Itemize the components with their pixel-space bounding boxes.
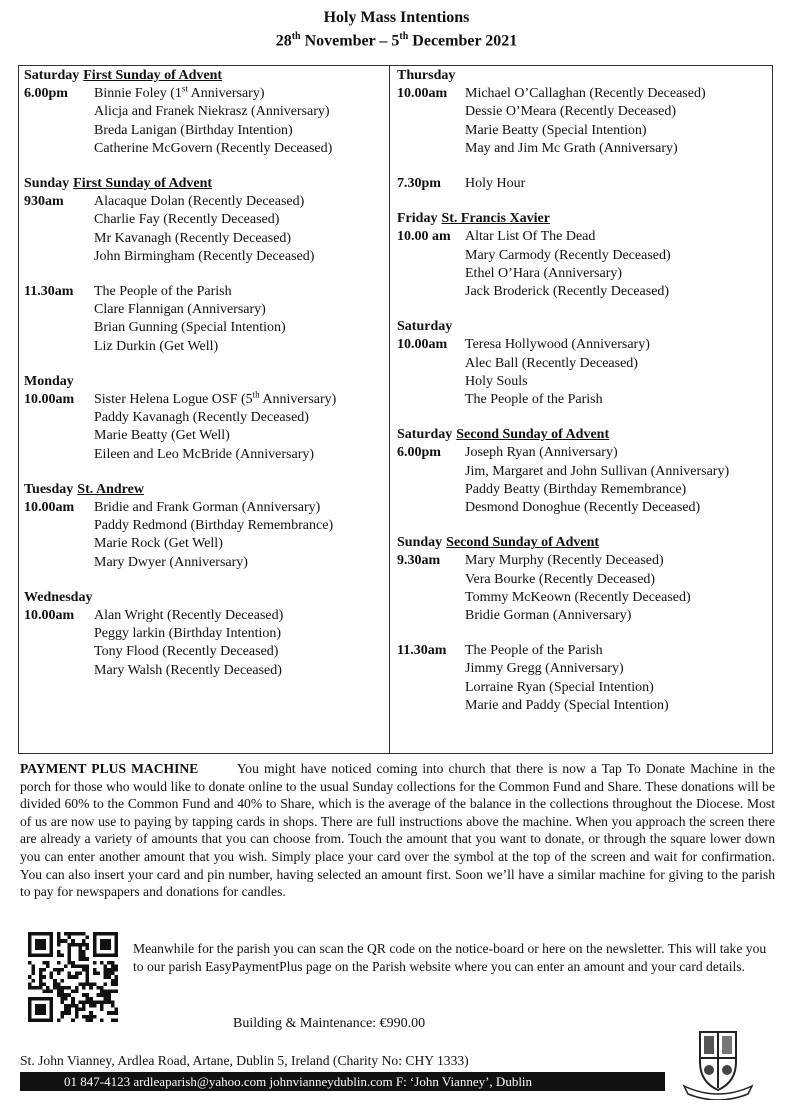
mass-time-row [397, 228, 769, 301]
mass-time-row [24, 391, 386, 464]
mass-time-row [24, 499, 386, 572]
day-name: Wednesday [24, 589, 93, 605]
schedule-day-block [397, 318, 769, 409]
intention: John Birmingham (Recently Deceased) [94, 248, 315, 264]
intention: Bridie Gorman (Anniversary) [465, 608, 632, 624]
intention: The People of the Parish [465, 643, 603, 659]
intention-list [465, 228, 671, 301]
intention: The People of the Parish [94, 284, 232, 300]
mass-time: 10.00 am [397, 229, 451, 245]
date-middle: November – 5 [304, 32, 400, 50]
schedule-day-block [397, 426, 769, 517]
intention: Eileen and Leo McBride (Anniversary) [94, 446, 315, 462]
mass-time: 10.00am [397, 86, 448, 102]
intention: Jim, Margaret and John Sullivan (Anniversary) [465, 463, 730, 479]
feast-name: First Sunday of Advent [83, 68, 223, 83]
mass-time: 10.00am [24, 500, 75, 516]
mass-time-row [397, 336, 769, 409]
intention-list [94, 283, 286, 356]
mass-time: 10.00am [397, 337, 448, 353]
intention: Teresa Hollywood (Anniversary) [465, 337, 650, 353]
day-name: Thursday [397, 68, 456, 83]
schedule-day-block [24, 283, 386, 356]
schedule-day-block [397, 534, 769, 625]
mass-time: 7.30pm [397, 176, 441, 192]
intention: Joseph Ryan (Anniversary) [465, 445, 618, 461]
day-name: Monday [24, 373, 74, 389]
mass-time-row [397, 552, 769, 625]
intention: Bridie and Frank Gorman (Anniversary) [94, 500, 321, 516]
intention: Mary Murphy (Recently Deceased) [465, 553, 664, 569]
intention-list [94, 607, 283, 680]
day-heading [397, 210, 769, 228]
intention: Tony Flood (Recently Deceased) [94, 644, 279, 660]
intention: Paddy Redmond (Birthday Remembrance) [94, 518, 334, 534]
day-name: Sunday [24, 176, 70, 192]
mass-time-row [397, 444, 769, 517]
intention: Breda Lanigan (Birthday Intention) [94, 122, 293, 138]
day-heading [24, 589, 386, 607]
intention: Charlie Fay (Recently Deceased) [94, 212, 280, 228]
intention: Brian Gunning (Special Intention) [94, 320, 286, 336]
schedule-day-block [24, 481, 386, 572]
right-schedule-column [397, 67, 769, 732]
intention: Marie Beatty (Special Intention) [465, 122, 647, 138]
intention-list [465, 552, 691, 625]
parish-crest-icon [678, 1028, 758, 1100]
intention: Mary Dwyer (Anniversary) [94, 554, 248, 570]
intention: Michael O’Callaghan (Recently Deceased) [465, 86, 706, 102]
intention: Jimmy Gregg (Anniversary) [465, 661, 624, 677]
date-end-suffix: th [399, 31, 409, 42]
intention: Marie Beatty (Get Well) [94, 428, 230, 444]
ordinal-suffix: st [181, 83, 188, 94]
intention: Vera Bourke (Recently Deceased) [465, 571, 656, 587]
intention: The People of the Parish [465, 392, 603, 408]
intention-list [465, 175, 525, 193]
left-schedule-column [24, 67, 386, 697]
mass-time-row [24, 607, 386, 680]
mass-time: 930am [24, 194, 64, 210]
schedule-day-block [24, 589, 386, 680]
intention: Paddy Beatty (Birthday Remembrance) [465, 481, 687, 497]
schedule-day-block [397, 175, 769, 193]
intention: Sister Helena Logue OSF (5th Anniversary) [94, 389, 337, 408]
intention: Desmond Donoghue (Recently Deceased) [465, 500, 701, 516]
intention: Paddy Kavanagh (Recently Deceased) [94, 410, 309, 426]
intention: Liz Durkin (Get Well) [94, 338, 219, 354]
intention-list [465, 336, 650, 409]
day-heading [397, 67, 769, 85]
mass-time: 6.00pm [397, 445, 441, 461]
date-start-suffix: th [291, 31, 301, 42]
intention: Jack Broderick (Recently Deceased) [465, 284, 670, 300]
intention: Tommy McKeown (Recently Deceased) [465, 589, 691, 605]
feast-name: St. Andrew [77, 481, 144, 497]
intention-list [94, 193, 314, 266]
day-heading [24, 373, 386, 391]
schedule-day-block [24, 373, 386, 464]
intention-list [465, 642, 669, 715]
intention: May and Jim Mc Grath (Anniversary) [465, 140, 678, 156]
qr-code-icon [28, 932, 118, 1022]
payment-notice [20, 760, 775, 901]
mass-time: 11.30am [397, 643, 447, 659]
schedule-day-block [397, 67, 769, 158]
intention: Marie and Paddy (Special Intention) [465, 697, 669, 713]
mass-time: 9.30am [397, 553, 441, 569]
title-line: Holy Mass Intentions [323, 9, 470, 26]
intention: Mary Walsh (Recently Deceased) [94, 662, 282, 678]
payment-body: You might have noticed coming into church that there is now a Tap To Donate Machine in the porch for those who would like to donate online to the usual Sunday collections for the Common Fund and Share. These donations will be divided 60% to the Common Fund and 40% to Share, which is the average of the balance in the collections throughout the Diocese. Most of us are now use to paying by tapping cards in shops. There are full instructions above the machine. When you approach the screen there are already a variety of amounts that you can choose from. Touch the amount that you want to donate, or through the square lower down you can enter another amount that you wish. Simply place your card over the symbol at the top of the screen and wait for confirmation. You can also insert your card and pin number, having selected an amount first. Soon we’ll have a similar machine for giving to the parish to pay for newspapers and donations for candles. [20, 761, 775, 900]
intention: Peggy larkin (Birthday Intention) [94, 626, 282, 642]
intention-list [94, 85, 332, 158]
intention: Mary Carmody (Recently Deceased) [465, 247, 671, 263]
feast-name: Second Sunday of Advent [456, 427, 610, 443]
date-range [0, 27, 793, 50]
intention-list [94, 391, 336, 464]
intention: Alan Wright (Recently Deceased) [94, 608, 284, 624]
day-name: Saturday [24, 68, 80, 83]
intention: Alicja and Franek Niekrasz (Anniversary) [94, 104, 330, 120]
schedule-day-block [397, 642, 769, 715]
day-name: Saturday [397, 319, 453, 335]
intention-list [465, 85, 706, 158]
intention: Lorraine Ryan (Special Intention) [465, 679, 654, 695]
mass-time: 11.30am [24, 284, 74, 300]
intention: Dessie O’Meara (Recently Deceased) [465, 104, 677, 120]
intention: Mr Kavanagh (Recently Deceased) [94, 230, 292, 246]
intention: Marie Rock (Get Well) [94, 536, 223, 552]
day-heading [24, 481, 386, 499]
parish-address: St. John Vianney, Ardlea Road, Artane, Dublin 5, Ireland (Charity No: CHY 1333) [20, 1053, 469, 1068]
qr-note: Meanwhile for the parish you can scan the QR code on the notice-board or here on the newsletter. This will take you to our parish EasyPaymentPlus page on the Parish website where you can enter an amount and your card details. [133, 941, 767, 974]
schedule-day-block [24, 67, 386, 158]
payment-title: PAYMENT PLUS MACHINE [20, 761, 199, 776]
mass-time-row [24, 193, 386, 266]
column-divider [389, 65, 390, 754]
feast-name: St. Francis Xavier [441, 211, 550, 227]
day-heading [397, 534, 769, 552]
feast-name: First Sunday of Advent [73, 176, 213, 192]
intention: Clare Flannigan (Anniversary) [94, 302, 266, 318]
ordinal-suffix: th [252, 389, 260, 400]
intention: Ethel O’Hara (Anniversary) [465, 265, 623, 281]
mass-time-row [24, 283, 386, 356]
mass-time-row [397, 85, 769, 158]
day-name: Tuesday [24, 481, 74, 497]
schedule-day-block [397, 210, 769, 301]
mass-time: 10.00am [24, 392, 75, 408]
mass-time-row [24, 85, 386, 158]
intention: Binnie Foley (1st Anniversary) [94, 83, 265, 102]
feast-name: Second Sunday of Advent [446, 535, 600, 551]
day-name: Saturday [397, 427, 453, 443]
mass-time-row [397, 642, 769, 715]
day-heading [397, 318, 769, 336]
day-heading [24, 67, 386, 85]
intention: Holy Hour [465, 176, 526, 192]
day-heading [397, 426, 769, 444]
intention: Alec Ball (Recently Deceased) [465, 355, 638, 371]
mass-time-row [397, 175, 769, 193]
intention-list [94, 499, 333, 572]
schedule-day-block [24, 175, 386, 266]
intention: Holy Souls [465, 373, 528, 389]
mass-time: 10.00am [24, 608, 75, 624]
intention: Alacaque Dolan (Recently Deceased) [94, 194, 305, 210]
building-maintenance-total: Building & Maintenance: €990.00 [233, 1016, 426, 1031]
day-name: Friday [397, 211, 438, 227]
intention-list [465, 444, 729, 517]
intention: Altar List Of The Dead [465, 229, 596, 245]
page-title [0, 8, 793, 50]
day-name: Sunday [397, 535, 443, 551]
day-heading [24, 175, 386, 193]
mass-time: 6.00pm [24, 86, 68, 102]
date-start-day: 28 [275, 32, 292, 50]
date-end: December 2021 [412, 32, 518, 50]
intention: Catherine McGovern (Recently Deceased) [94, 140, 333, 156]
contact-bar: 01 847-4123 ardleaparish@yahoo.com johnvianneydublin.com F: ‘John Vianney’, Dublin [20, 1072, 665, 1091]
